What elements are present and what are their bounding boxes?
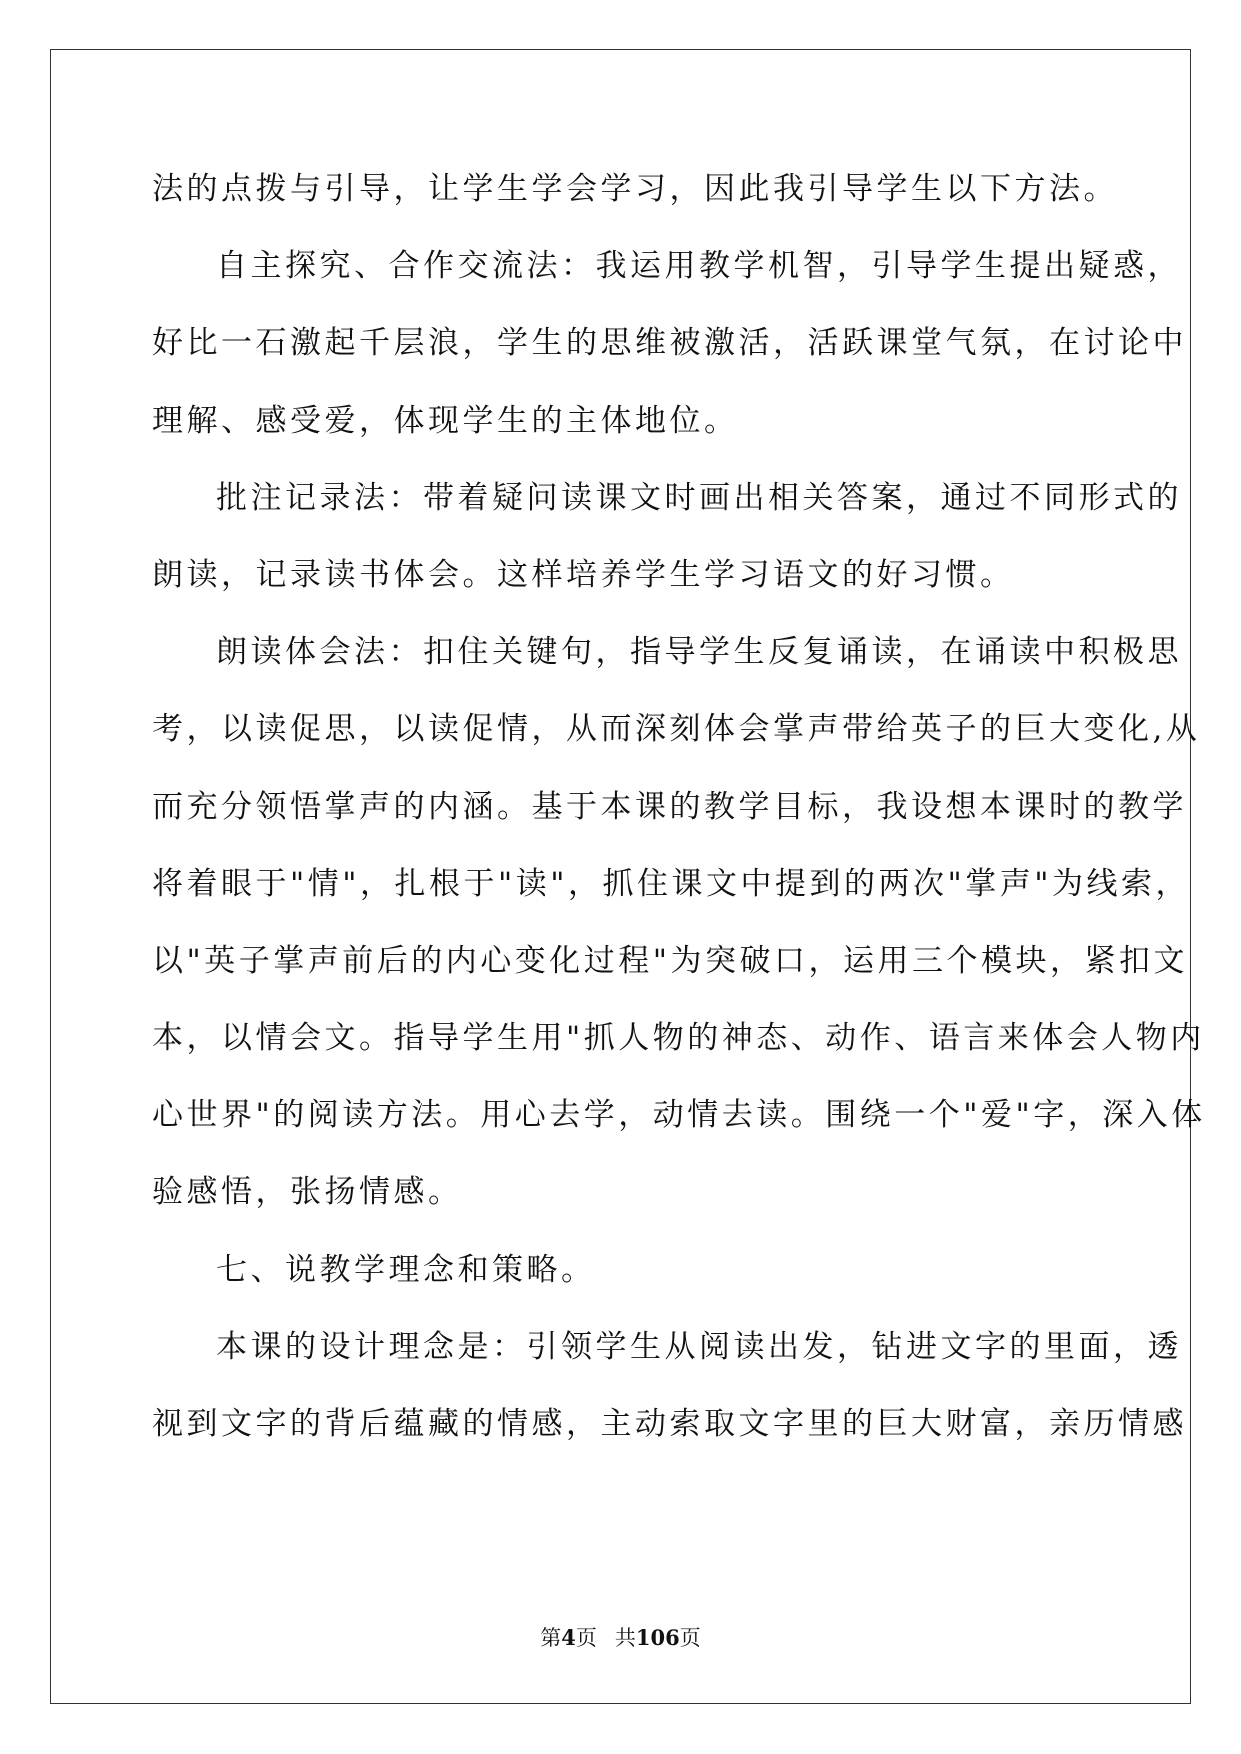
page-footer [0,1622,1241,1652]
total-prefix: 共 [614,1626,636,1650]
text-line: 朗读体会法：扣住关键句，指导学生反复诵读，在诵读中积极思 [216,634,1182,671]
text-line: 本，以情会文。指导学生用"抓人物的神态、动作、语言来体会人物内 [152,1020,1205,1057]
text-line: 验感悟，张扬情感。 [152,1174,463,1211]
page-suffix: 页 [575,1626,597,1650]
text-line: 而充分领悟掌声的内涵。基于本课的教学目标，我设想本课时的教学 [152,788,1187,825]
section-heading: 七、说教学理念和策略。 [216,1251,596,1288]
document-body [152,162,1206,1474]
text-line: 以"英子掌声前后的内心变化过程"为突破口，运用三个模块，紧扣文 [152,942,1189,979]
page-number: 4 [561,1625,576,1650]
text-line: 自主探究、合作交流法：我运用教学机智，引导学生提出疑惑， [216,248,1182,285]
text-line: 视到文字的背后蕴藏的情感，主动索取文字里的巨大财富，亲历情感 [152,1406,1187,1442]
page-prefix: 第 [540,1626,562,1650]
text-line: 理解、感受爱，体现学生的主体地位。 [152,402,739,439]
text-line: 考，以读促思，以读促情，从而深刻体会掌声带给英子的巨大变化,从 [152,711,1201,748]
text-line: 心世界"的阅读方法。用心去学，动情去读。围绕一个"爱"字，深入体 [152,1097,1206,1134]
text-line: 法的点拨与引导，让学生学会学习，因此我引导学生以下方法。 [152,171,1118,207]
text-line: 朗读，记录读书体会。这样培养学生学习语文的好习惯。 [152,556,1015,593]
text-line: 好比一石激起千层浪，学生的思维被激活，活跃课堂气氛，在讨论中 [152,325,1187,362]
total-suffix: 页 [679,1626,701,1650]
total-pages: 106 [635,1625,680,1650]
text-line: 本课的设计理念是：引领学生从阅读出发，钻进文字的里面，透 [216,1328,1182,1365]
text-line: 批注记录法：带着疑问读课文时画出相关答案，通过不同形式的 [216,479,1182,516]
text-line: 将着眼于"情"，扎根于"读"，抓住课文中提到的两次"掌声"为线索， [152,865,1191,902]
